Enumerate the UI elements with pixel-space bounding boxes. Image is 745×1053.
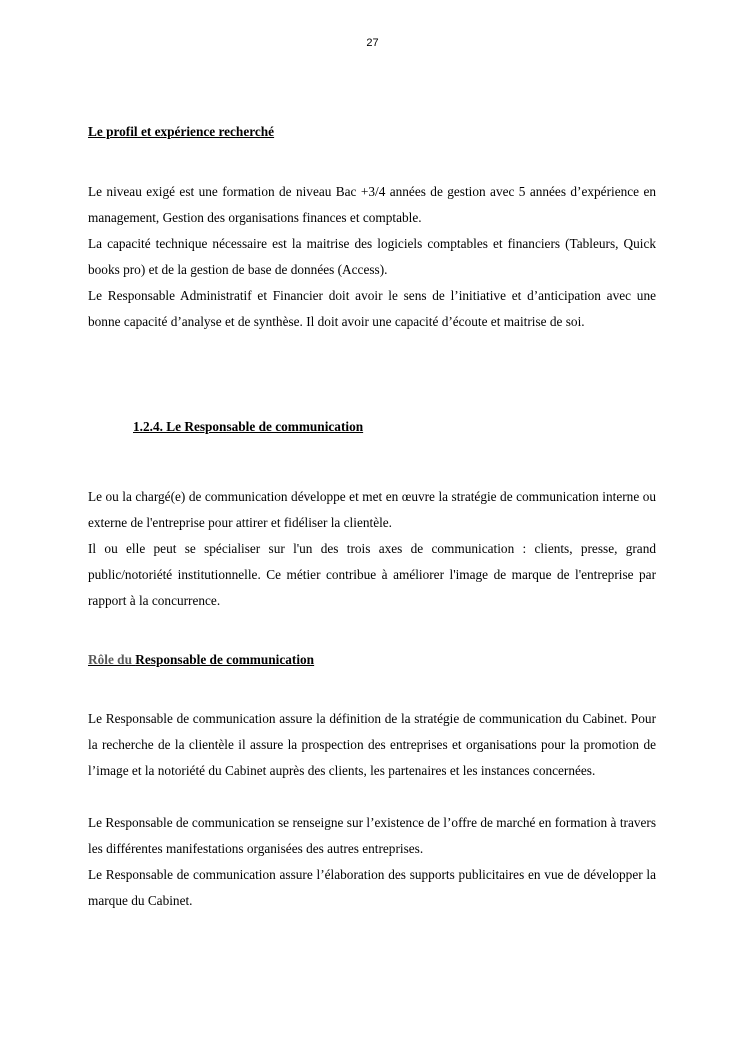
profile-heading: Le profil et expérience recherché [88,124,275,139]
page-number: 27 [366,37,379,49]
role-paragraph-3: Le Responsable de communication assure l’élaboration des supports publicitaires en vue de développer la marque du Cabinet. [88,867,656,908]
communication-paragraph-1: Le ou la chargé(e) de communication développe et met en œuvre la stratégie de communication interne ou externe de l'entreprise pour attirer et fidéliser la clientèle. [88,489,656,530]
role-heading [88,651,314,669]
profile-paragraph-1: Le niveau exigé est une formation de niveau Bac +3/4 années de gestion avec 5 années d’expérience en management, Gestion des organisations finances et comptable. [88,184,656,225]
communication-paragraph-2: Il ou elle peut se spécialiser sur l'un des trois axes de communication : clients, presse, grand public/notoriété institutionnelle. Ce métier contribue à améliorer l'image de marque de l'entreprise par rapport à la concurrence. [88,541,656,608]
profile-paragraph-2: La capacité technique nécessaire est la maitrise des logiciels comptables et financiers (Tableurs, Quick books pro) et de la gestion de base de données (Access). [88,236,656,277]
role-paragraph-1: Le Responsable de communication assure la définition de la stratégie de communication du Cabinet. Pour la recherche de la clientèle il assure la prospection des entreprises et organisations pour la promotion de l’image et la notoriété du Cabinet auprès des clients, les partenaires et les instances concernées. [88,711,656,778]
communication-heading: 1.2.4. Le Responsable de communication [133,419,364,434]
profile-paragraph-3: Le Responsable Administratif et Financier doit avoir le sens de l’initiative et d’anticipation avec une bonne capacité d’analyse et de synthèse. Il doit avoir une capacité d’écoute et maitrise de soi. [88,288,656,329]
role-heading-main: Responsable de communication [135,652,315,667]
role-paragraph-2: Le Responsable de communication se renseigne sur l’existence de l’offre de marché en formation à travers les différentes manifestations organisées des autres entreprises. [88,815,656,856]
role-heading-prefix: Rôle du [88,652,132,667]
